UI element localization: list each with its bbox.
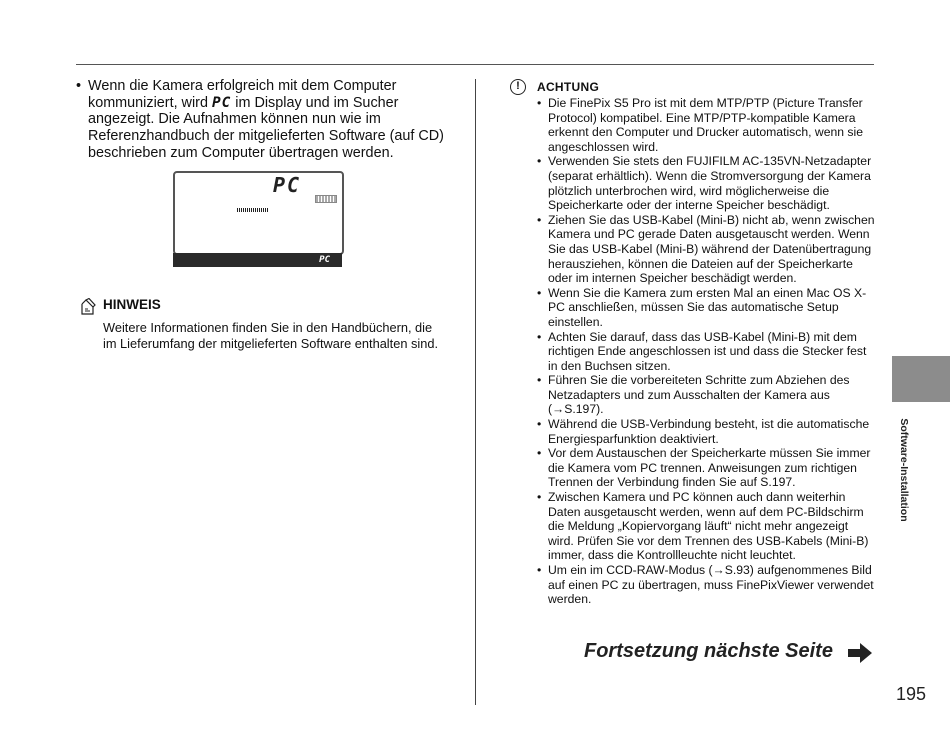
achtung-item: • Verwenden Sie stets den FUJIFILM AC-135VN-Netzadapter (separat erhältlich). Wenn die Stromversorgung der Kamera plötzlich unterbrochen wird, wird möglicherweise die Speicherkarte oder der interne Speicher beschädigt. [537,154,877,212]
intro-paragraph [76,78,456,162]
pc-display-glyph: PC [211,94,232,111]
achtung-item: • Die FinePix S5 Pro ist mit dem MTP/PTP (Picture Transfer Protocol) kompatibel. Eine MTP/PTP-kompatible Kamera erkennt den Computer und Drucker automatisch, wenn sie angeschlossen wird. [537,96,877,154]
achtung-item: • Führen Sie die vorbereiteten Schritte zum Abziehen des Netzadapters und zum Ausschalten der Kamera aus (→S.197). [537,373,877,417]
achtung-list [537,96,877,607]
section-tab [892,356,950,402]
achtung-heading: ACHTUNG [537,80,600,94]
intro-text-before: Wenn die Kamera erfolgreich mit dem Computer kommuniziert, wird [88,78,397,111]
lcd-segment-bar [237,208,269,212]
achtung-item: • Während die USB-Verbindung besteht, ist die automatische Energiesparfunktion deaktiviert. [537,417,877,446]
hinweis-heading: HINWEIS [103,297,161,312]
page-number: 195 [896,684,927,704]
continue-next-page-text: Fortsetzung nächste Seite [584,640,833,662]
achtung-item: • Vor dem Austauschen der Speicherkarte müssen Sie immer die Kamera vom PC trennen. Anweisungen zum richtigen Trennen der Verbindung finden Sie auf S.197. [537,446,877,490]
battery-icon [315,195,337,203]
achtung-item: • Achten Sie darauf, dass das USB-Kabel (Mini-B) mit dem richtigen Ende angeschlossen ist und dass die Stecker fest in den Buchsen sitzen. [537,330,877,374]
intro-text-after: im Display und im Sucher angezeigt. Die Aufnahmen können nun wie im Referenzhandbuch der mitgelieferten Software (auf CD) beschrieben zum Computer übertragen werden. [88,94,444,161]
note-pencil-icon [80,298,96,316]
viewfinder-display [173,253,342,267]
column-divider [475,79,476,705]
achtung-item: • Zwischen Kamera und PC können auch dann weiterhin Daten ausgetauscht werden, wenn auf dem PC-Bildschirm die Meldung „Kopiervorgang läuft“ nicht mehr angezeigt wird. Prüfen Sie vor dem Trennen des USB-Kabels (Mini-B) immer, dass die Kontrollleuchte nicht leuchtet. [537,490,877,563]
intro-bullet: • [76,78,82,94]
lcd-pc-text: PC [273,173,302,197]
camera-lcd-illustration [173,171,344,255]
achtung-item: • Ziehen Sie das USB-Kabel (Mini-B) nicht ab, wenn zwischen Kamera und PC gerade Daten ausgetauscht werden. Wenn Sie das USB-Kabel (Mini-B) während der Datenübertragung herausziehen, können die Dateien auf der Speicherkarte oder im internen Speicher beschädigt werden. [537,213,877,286]
section-label: Software-Installation [898,418,910,522]
top-rule [76,64,874,65]
arrow-right-icon [847,642,873,664]
caution-icon: ! [510,79,526,95]
achtung-item: • Wenn Sie die Kamera zum ersten Mal an einen Mac OS X-PC anschließen, müssen Sie das automatische Setup einstellen. [537,286,877,330]
viewfinder-pc-text: PC [319,255,330,265]
achtung-item: • Um ein im CCD-RAW-Modus (→S.93) aufgenommenes Bild auf einen PC zu übertragen, muss FinePixViewer verwendet werden. [537,563,877,607]
hinweis-body: Weitere Informationen finden Sie in den Handbüchern, die im Lieferumfang der mitgelieferten Software enthalten sind. [103,320,439,351]
